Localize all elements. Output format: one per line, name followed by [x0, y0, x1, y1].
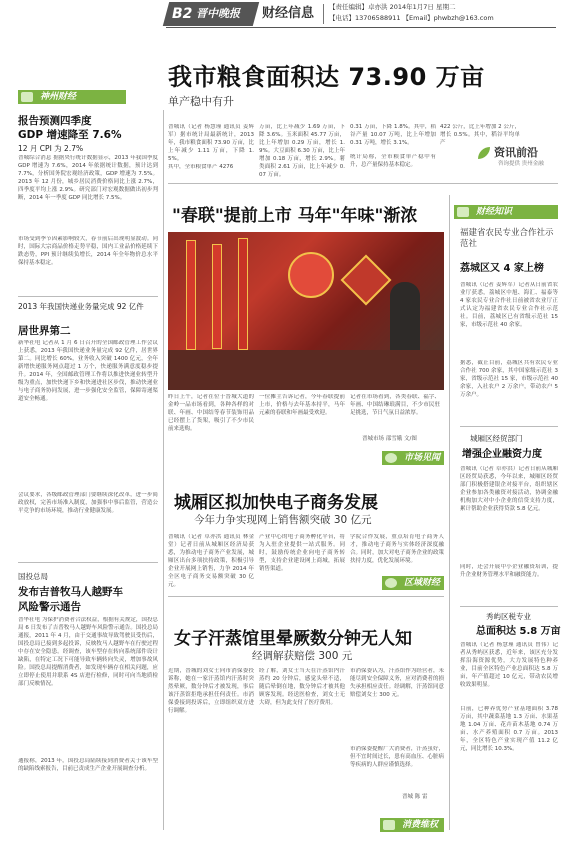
right-p5: 晋城讯（记者 杨慧瑾 通讯员 曾伟）记者从秀屿区获悉，近年来，该区充分发挥沿海资源优势，大力发展特色种养业，目前全区特色产业总面积达 5.8 万亩，年产值超过 10 亿元，带动农民增收效果明显。 — [460, 642, 558, 688]
ecom-col-1: 晋城讯（记者 卓亦洪 通讯员 林金堂）记者日前从城厢区经济局获悉，为推动电子商务产业发展，城厢区出台多项扶持政策，积极引导企业开展网上销售，力争 2014 年全区电子商务交易额突破 30 亿元。 — [168, 534, 254, 588]
grain-col-3: 0.31 万亩，下降 1.8%。其中，稻谷产量 10.07 万吨，比上年增加 0.31 万吨，增长 3.1%。 — [350, 124, 436, 146]
right-p1: 晋城讯（记者 姜辉军）记者从日前省农业厅获悉，荔城区中旭、海汇、福泰等 4 家农民专业合作社日前被省农业厅正式认定为福建省农民专业合作社示范社。目前，荔城区已有省级示范社 15 家，市级示范社 40 余家。 — [460, 282, 558, 328]
left-h1: 报告预测四季度 — [18, 115, 92, 127]
left-divider-2 — [18, 562, 158, 563]
grain-col-1: 晋城讯（记者 杨慧瑾 通讯员 姜辉军）据市统计局最新统计，2013 年，我市粮食面积 73.90 万亩，比上年减少 1.11 万亩，下降 1.5%。 — [168, 124, 254, 162]
mink-title: 女子汗蒸馆里晕厥数分钟无人知 — [174, 629, 412, 649]
grain-col-1b: 其中，全市粮食单产 4276 — [168, 164, 234, 170]
left-p8: 通报称，2013 年，国投总局陆续接到消费者关于该车型的缺陷线索报告，目前已责成生产企业开展调查分析。 — [18, 758, 158, 772]
right-p6: 目前，已种养优势产业基地面积 3.78 万亩，其中蔬菜基地 1.3 万亩、水果基地 1.04 万亩、花卉苗木基地 0.74 万亩、水产养殖面积 0.7 万亩。2013 年，全区特色产业实现产值 11.2 亿元，同比增长 10.3%。 — [460, 706, 558, 752]
right-divider-2 — [460, 606, 558, 607]
left-p5: 会议要求，各级邮政管理部门要继续深化改革，进一步简政放权，完善市场准入制度，加强事中事后监管，营造公平竞争的市场环境，推动行业健康发展。 — [18, 492, 158, 514]
grain-col-3b: 统计局称，全市粮食单产稳中有升，总产量保持基本稳定。 — [350, 154, 436, 168]
zixun-subtitle: 咨询提供 贵州金融 — [498, 161, 544, 167]
right-h2b: 增强企业融资力度 — [462, 449, 542, 460]
header-rule — [166, 27, 556, 28]
right-p3: 晋城讯（记者 卓亦洪）记者日前从城厢区经贸局获悉，今年以来，城厢区经贸部门积极搭建银企对接平台，组织辖区企业参加各类融资对接活动，协调金融机构加大对中小企业的信贷支持力度，累计帮助企业获得贷款 5.8 亿元。 — [460, 466, 558, 512]
page-number: B2 — [172, 6, 193, 22]
ecom-subtitle: 今年力争实现网上销售额突破 30 亿元 — [194, 514, 372, 526]
left-divider-1 — [18, 296, 158, 297]
section-tag-xiaofei-label: 消费维权 — [402, 820, 439, 830]
mink-col-3: 市消保委认为，汗蒸馆作为经营者，未能尽到安全保障义务，应对消费者的损失承担相应责任。经调解，汗蒸馆同意赔偿刘女士 300 元。 — [350, 668, 444, 698]
section-tag-quyu — [382, 576, 444, 590]
section-title: 财经信息 — [262, 6, 315, 21]
consumer-icon — [383, 820, 395, 830]
right-p4: 同时，还会开展中小企业融资培训，提升企业财务管理水平和融资能力。 — [460, 564, 558, 578]
ecom-title: 城厢区拟加快电子商务发展 — [174, 493, 378, 513]
right-divider-1 — [460, 426, 558, 427]
contact-line: 【电话】13706588911 【Email】phwbzh@163.com — [329, 14, 494, 22]
section-tag-shichang — [382, 451, 444, 465]
main-headline: 我市粮食面积达 73.90 万亩 — [168, 63, 485, 91]
left-p1: 晋城综合消息 据据央行统计数据显示，2013 年我国季度 GDP 增速为 7.6%，2014 年依据统计数据，预计达到 7.7%，分析国务院宏观经济政策，GDP 增速为 7.5%。2013 年 12 月份，城乡居民消费价格同比上涨 2.7%，四季度平均上涨 2.9%。研究部门对宏观数据做出初步判断，2014 年一季度 GDP 同比增长 7.5%。 — [18, 155, 158, 201]
couplet-strip-1 — [186, 240, 196, 350]
section-tag-shenzhou-label: 神州财经 — [40, 92, 77, 102]
ecom-bottom-rule — [168, 596, 444, 597]
zixun-title: 资讯前沿 — [494, 146, 538, 159]
right-h1: 福建省农民专业合作社示范社 — [460, 228, 554, 250]
editor-line: 【责任编辑】卓亦洪 2014年1月7日 星期二 — [329, 3, 456, 11]
right-h2: 城厢区经贸部门 — [470, 434, 523, 443]
mink-col-1: 近期，晋城的刘女士向市消保委投诉称，她在一家汗蒸馆内汗蒸时突然晕厥，数分钟后才被发现，事后该汗蒸馆拒绝承担任何责任。市消保委接到投诉后，立即组织双方进行调解。 — [168, 668, 254, 714]
right-col-separator — [449, 195, 450, 830]
left-col-separator — [163, 110, 164, 830]
leaf-icon — [478, 147, 490, 159]
mink-col-2: 经了解，刘女士当天在汗蒸馆内汗蒸约 20 分钟后，感觉头晕不适，随后晕倒在地，数分钟后才被其他顾客发现。经送医检查，刘女士无大碍，但为此支付了医疗费用。 — [259, 668, 345, 706]
right-h3: 秀屿区税专业 — [486, 612, 531, 621]
grain-col-4: 422 公斤，比上年增加 2 公斤，增长 0.5%。其中，稻谷平均单产 — [440, 124, 520, 146]
section-tag-caijing-label: 财经知识 — [476, 207, 513, 217]
market-icon — [385, 453, 397, 463]
left-h1c: 12 月 CPI 为 2.7% — [18, 144, 84, 153]
right-p2: 据悉，截止目前，荔城区共有农民专业合作社 700 余家，其中国家级示范社 3 家，省级示范社 15 家，市级示范社 40 余家，入社农户 2 万余户，带动农户 5 万余户。 — [460, 360, 558, 398]
chunlian-p1: 昨日上午，记者在位于晋城大道的金岭一品市场看到，各种各样的对联、年画、中国结等春节装饰用品已经摆上了货架，吸引了不少市民前来选购。 — [168, 394, 254, 432]
right-h3b: 总面积达 5.8 万亩 — [476, 626, 561, 637]
left-p3: 2013 年我国快递业务量完成 92 亿件 — [18, 302, 144, 311]
left-p6: 国投总局 — [18, 572, 48, 581]
left-p7: 晋华社电 为保护消费者合法权益，根据有关规定，国投总局 6 日发布了吉普牧马人越野车风险警示通告。国投总局通报，2011 年 4 月，由于交通事故导致驾驶员受伤后，国投总局已接到多起投诉，反映牧马人越野车在行驶过程中存在安全隐患。经调查，该车型存在转向系统部件设计缺陷，在特定工况下可能导致车辆转向失灵，增加事故风险。国投总局提醒消费者，如发现车辆存在相关问题，应立即停止使用并联系 4S 店进行检修，同时可向当地质检部门反映情况。 — [18, 617, 158, 687]
section-tag-caijing — [454, 205, 558, 219]
chunlian-title: "春联"提前上市 马年"年味"渐浓 — [172, 206, 418, 226]
section-tag-shichang-label: 市场见闻 — [404, 453, 441, 463]
left-h3b: 风险警示通告 — [18, 601, 81, 613]
paper-name: 晋中晚报 — [196, 7, 240, 20]
mink-subtitle: 经调解获赔偿 300 元 — [252, 650, 353, 662]
zixun-box — [476, 143, 558, 171]
left-p2: 市场受到季节因素影响较大，春节前后出现明显波动。同时，国际大宗商品价格走势平稳，国内工业品价格延续下跌态势，PPI 预计继续负增长，2014 年全年物价总水平保持基本稳定。 — [18, 236, 158, 266]
lantern-decoration — [288, 252, 334, 298]
couplet-strip-3 — [238, 238, 248, 350]
fu-decoration — [341, 255, 392, 306]
left-p4: 新华社电 记者从 1 月 6 日召开的全国邮政管理工作会议上获悉，2013 年我国快递业务量完成 92 亿件，居世界第二。同比增长 60%，业务收入突破 1400 亿元，全年新增快递服务网点超过 1 万个，快递服务满意度稳步提升。2014 年，全国邮政管理工作将以推进快递业转型升级为重点，加快快递下乡和快递进社区步伐，推动快递业与电子商务协同发展，进一步强化安全监管，保障寄递渠道安全畅通。 — [18, 340, 158, 402]
grain-col-2: 万亩，比上年减少 1.69 万亩，下降 3.6%。玉米面积 45.77 万亩，比上年增加 0.29 万亩，增长 1.9%。大豆面积 6.30 万亩，比上年增加 0.18 万亩，增长 2.9%。薯类面积 2.61 万亩，比上年减少 0.07 万亩。 — [259, 124, 345, 178]
mink-byline: 晋城 陈 雷 — [402, 794, 428, 800]
left-h3: 发布吉普牧马人越野车 — [18, 586, 123, 598]
section-tag-quyu-label: 区域财经 — [404, 578, 441, 588]
ecom-col-2: 产业中心的电子商务孵化平台，将为入驻企业提供一站式服务。同时，鼓励传统企业向电子商务转型，支持企业建设网上商城，拓展销售渠道。 — [259, 534, 345, 572]
shenzhou-icon — [21, 92, 33, 102]
ecom-col-3: 学院合作发展，重点培育电子商务人才，推动电子商务与实体经济深度融合。同时，加大对电子商务企业的政策扶持力度，优化发展环境。 — [350, 534, 444, 564]
region-icon — [385, 578, 397, 588]
chunlian-p3: 记者在市场看到，各类春联、福字、年画、中国结琳琅满目，不少市民驻足挑选，节日气氛日益浓厚。 — [350, 394, 440, 416]
couplet-strip-2 — [212, 244, 222, 349]
chunlian-p2: 一位摊主告诉记者，今年春联提前上市，价格与去年基本持平，马年元素的春联和年画最受欢迎。 — [259, 394, 345, 416]
right-h1b: 荔城区又 4 家上榜 — [460, 263, 544, 274]
caijing-icon — [457, 207, 469, 217]
page-header — [0, 0, 570, 54]
left-h1b: GDP 增速降至 7.6% — [18, 129, 122, 141]
section-tag-shenzhou — [18, 90, 126, 104]
main-subheadline: 单产稳中有升 — [168, 95, 234, 108]
mink-col-4: 市消保委提醒广大消费者，汗蒸虽好，但不宜时间过长，患有高血压、心脏病等疾病的人群应谨慎选择。 — [350, 746, 444, 768]
chunlian-byline: 晋城市场 邵雪娥 文/图 — [362, 436, 417, 442]
section-tag-xiaofei — [380, 818, 444, 832]
header-divider — [323, 4, 324, 24]
left-h2: 居世界第二 — [18, 325, 71, 337]
grain-bottom-rule — [168, 183, 558, 184]
